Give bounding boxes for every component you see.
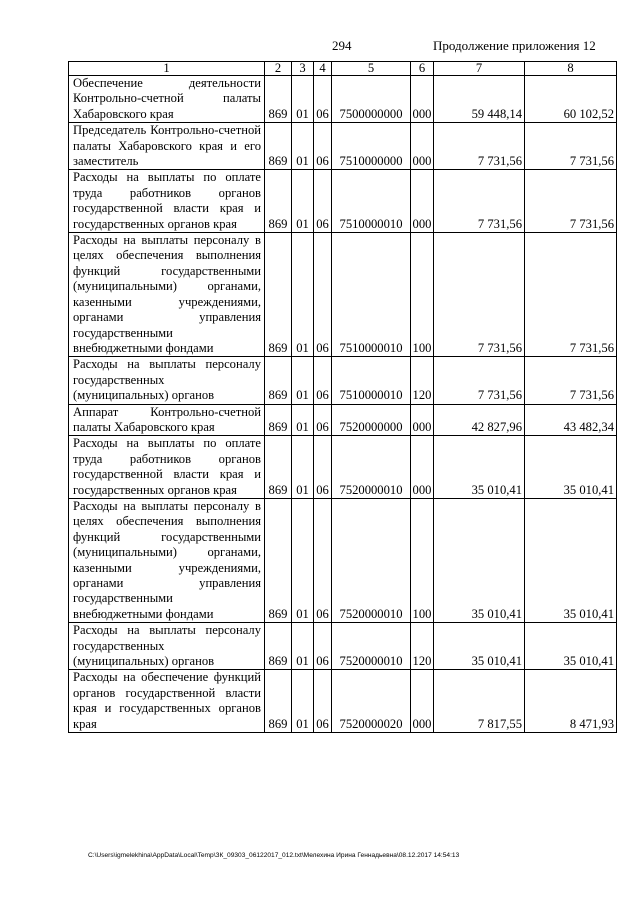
amount-col8: 60 102,52: [525, 76, 617, 123]
amount-col7: 35 010,41: [434, 436, 525, 499]
expense-type-code: 100: [411, 498, 434, 622]
target-article-code: 7520000010: [332, 498, 411, 622]
ministry-code: 869: [265, 498, 292, 622]
target-article-code: 7510000010: [332, 233, 411, 357]
ministry-code: 869: [265, 170, 292, 233]
row-name: Расходы на выплаты по оплате труда работников органов государственной власти края и государственных органов края: [69, 436, 265, 499]
amount-col7: 7 731,56: [434, 123, 525, 170]
section-code: 01: [292, 123, 314, 170]
row-name: Расходы на выплаты персоналу в целях обеспечения выполнения функций государственными (муниципальными) органами, казенными учреждениями, органами управления государственными внебюджетными фондами: [69, 498, 265, 622]
amount-col7: 35 010,41: [434, 498, 525, 622]
table-row: [69, 670, 617, 733]
amount-col8: 7 731,56: [525, 233, 617, 357]
row-name: Председатель Контрольно-счетной палаты Хабаровского края и его заместитель: [69, 123, 265, 170]
section-code: 01: [292, 404, 314, 436]
subsection-code: 06: [314, 498, 332, 622]
amount-col8: 35 010,41: [525, 498, 617, 622]
appendix-continuation-label: Продолжение приложения 12: [433, 38, 596, 53]
section-code: 01: [292, 670, 314, 733]
ministry-code: 869: [265, 233, 292, 357]
amount-col7: 7 731,56: [434, 170, 525, 233]
column-header: 1: [69, 62, 265, 76]
row-name: Расходы на выплаты персоналу государственных (муниципальных) органов: [69, 623, 265, 670]
section-code: 01: [292, 623, 314, 670]
expense-type-code: 100: [411, 233, 434, 357]
target-article-code: 7500000000: [332, 76, 411, 123]
target-article-code: 7510000010: [332, 170, 411, 233]
table-row: [69, 123, 617, 170]
row-name: Аппарат Контрольно-счетной палаты Хабаровского края: [69, 404, 265, 436]
ministry-code: 869: [265, 123, 292, 170]
expense-type-code: 000: [411, 436, 434, 499]
table-row: [69, 498, 617, 622]
expense-type-code: 000: [411, 404, 434, 436]
expense-type-code: 000: [411, 76, 434, 123]
section-code: 01: [292, 498, 314, 622]
amount-col7: 59 448,14: [434, 76, 525, 123]
column-header: 7: [434, 62, 525, 76]
expense-type-code: 000: [411, 170, 434, 233]
expense-type-code: 120: [411, 357, 434, 404]
table-row: [69, 76, 617, 123]
section-code: 01: [292, 170, 314, 233]
subsection-code: 06: [314, 670, 332, 733]
ministry-code: 869: [265, 670, 292, 733]
subsection-code: 06: [314, 436, 332, 499]
subsection-code: 06: [314, 404, 332, 436]
amount-col8: 7 731,56: [525, 123, 617, 170]
subsection-code: 06: [314, 76, 332, 123]
column-header: 8: [525, 62, 617, 76]
ministry-code: 869: [265, 76, 292, 123]
amount-col8: 7 731,56: [525, 170, 617, 233]
target-article-code: 7520000020: [332, 670, 411, 733]
ministry-code: 869: [265, 357, 292, 404]
expense-type-code: 000: [411, 123, 434, 170]
amount-col8: 43 482,34: [525, 404, 617, 436]
section-code: 01: [292, 436, 314, 499]
amount-col7: 7 731,56: [434, 233, 525, 357]
subsection-code: 06: [314, 623, 332, 670]
section-code: 01: [292, 357, 314, 404]
amount-col7: 7 731,56: [434, 357, 525, 404]
table-row: [69, 170, 617, 233]
subsection-code: 06: [314, 123, 332, 170]
target-article-code: 7520000010: [332, 436, 411, 499]
amount-col8: 35 010,41: [525, 623, 617, 670]
expense-type-code: 000: [411, 670, 434, 733]
amount-col7: 35 010,41: [434, 623, 525, 670]
table-row: [69, 404, 617, 436]
file-path-footer: C:\Users\igmelekhina\AppData\Local\Temp\ЗК_09303_06122017_012.txt\Мелехина Ирина Геннадьевна\08.12.2017 14:54:13: [88, 852, 460, 859]
table-row: [69, 233, 617, 357]
column-header: 5: [332, 62, 411, 76]
subsection-code: 06: [314, 233, 332, 357]
table-header-row: [69, 62, 617, 76]
page-number: 294: [332, 38, 352, 53]
row-name: Расходы на выплаты по оплате труда работников органов государственной власти края и государственных органов края: [69, 170, 265, 233]
table-row: [69, 357, 617, 404]
row-name: Расходы на выплаты персоналу в целях обеспечения выполнения функций государственными (муниципальными) органами, казенными учреждениями, органами управления государственными внебюджетными фондами: [69, 233, 265, 357]
section-code: 01: [292, 76, 314, 123]
amount-col8: 35 010,41: [525, 436, 617, 499]
column-header: 4: [314, 62, 332, 76]
target-article-code: 7510000000: [332, 123, 411, 170]
row-name: Расходы на обеспечение функций органов государственной власти края и государственных органов края: [69, 670, 265, 733]
amount-col7: 7 817,55: [434, 670, 525, 733]
row-name: Расходы на выплаты персоналу государственных (муниципальных) органов: [69, 357, 265, 404]
target-article-code: 7520000010: [332, 623, 411, 670]
target-article-code: 7510000010: [332, 357, 411, 404]
amount-col8: 7 731,56: [525, 357, 617, 404]
subsection-code: 06: [314, 357, 332, 404]
amount-col8: 8 471,93: [525, 670, 617, 733]
column-header: 6: [411, 62, 434, 76]
expense-type-code: 120: [411, 623, 434, 670]
page-header: [0, 38, 640, 58]
amount-col7: 42 827,96: [434, 404, 525, 436]
column-header: 2: [265, 62, 292, 76]
ministry-code: 869: [265, 404, 292, 436]
section-code: 01: [292, 233, 314, 357]
table-row: [69, 623, 617, 670]
subsection-code: 06: [314, 170, 332, 233]
target-article-code: 7520000000: [332, 404, 411, 436]
ministry-code: 869: [265, 436, 292, 499]
budget-table: [68, 61, 617, 733]
row-name: Обеспечение деятельности Контрольно-счетной палаты Хабаровского края: [69, 76, 265, 123]
ministry-code: 869: [265, 623, 292, 670]
table-row: [69, 436, 617, 499]
column-header: 3: [292, 62, 314, 76]
